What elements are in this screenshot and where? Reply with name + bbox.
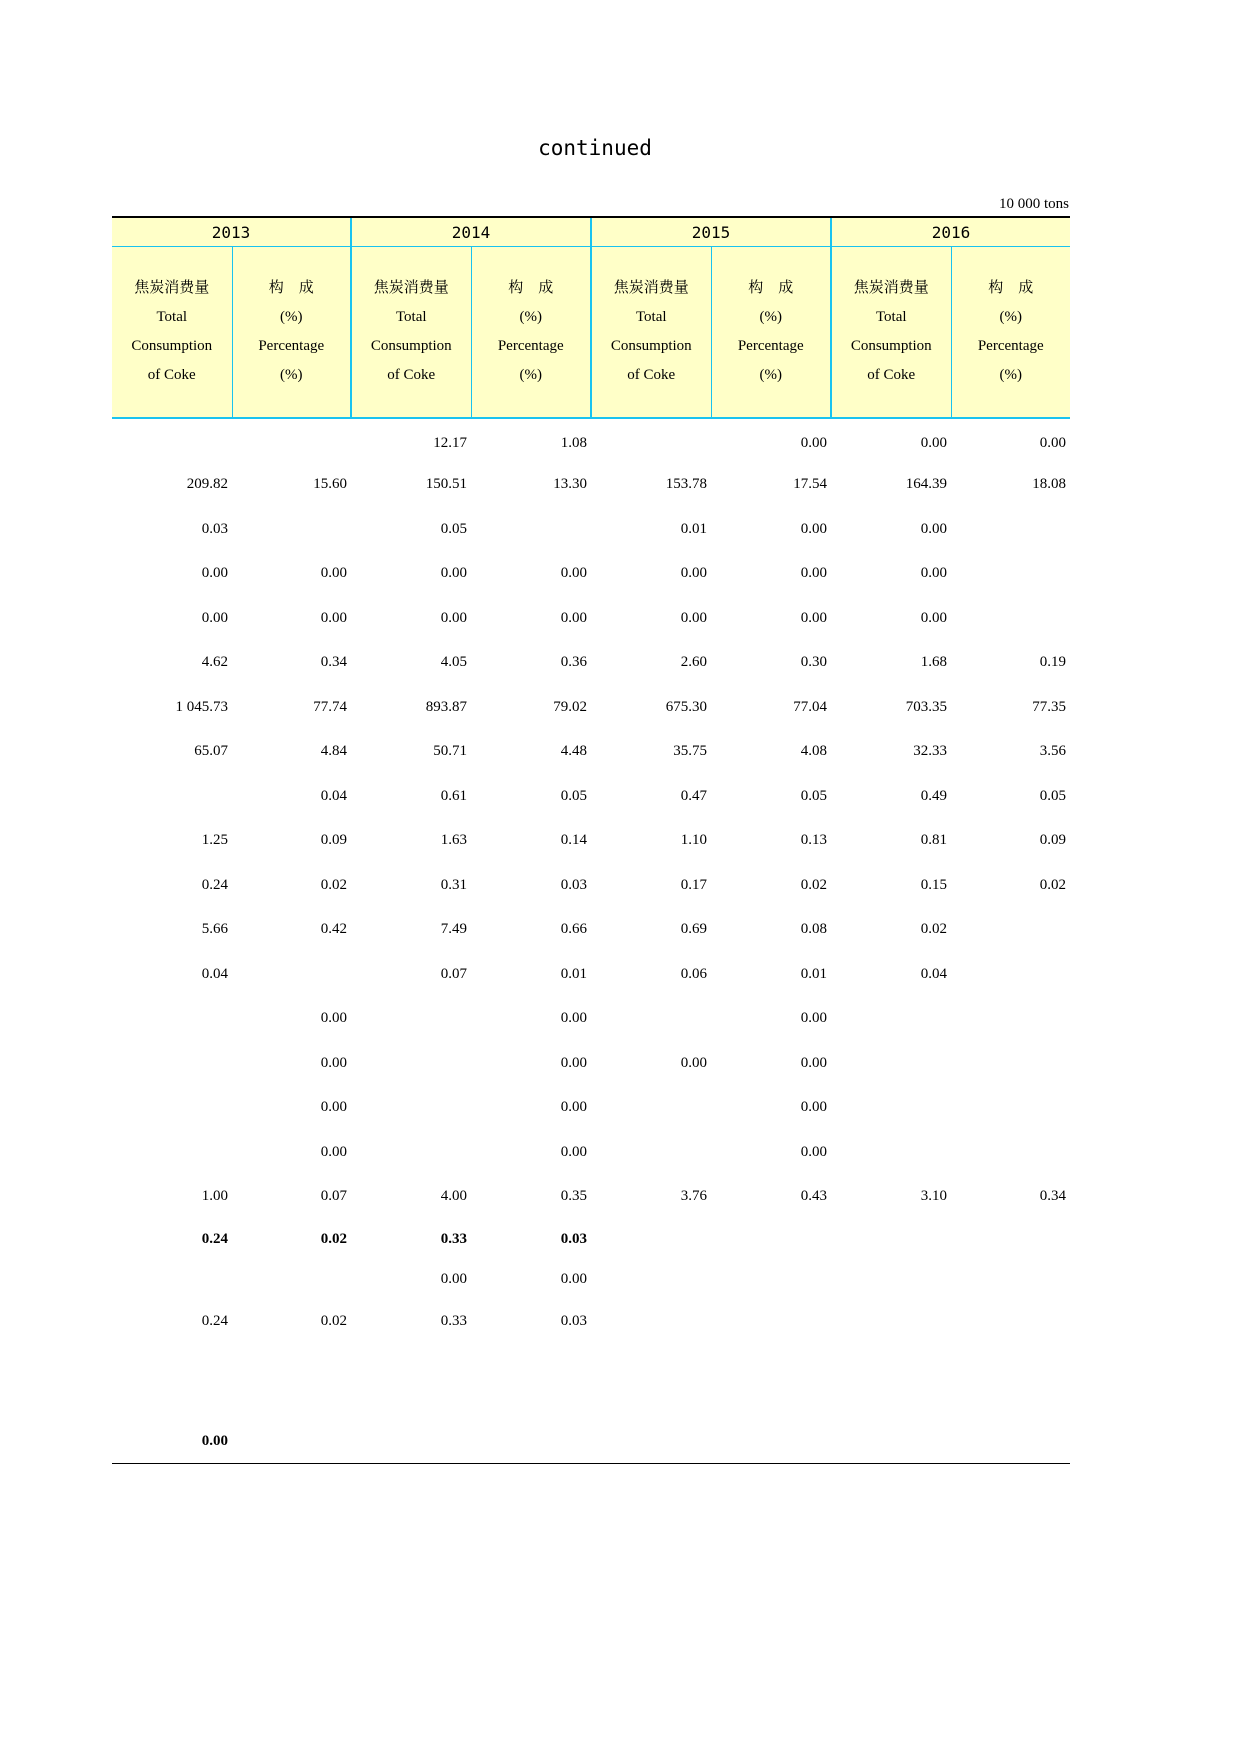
column-header-row	[112, 247, 1070, 419]
table-cell: 0.00	[800, 609, 827, 626]
table-cell: 0.01	[800, 965, 827, 982]
table-cell: 0.33	[440, 1312, 467, 1329]
table-row	[112, 774, 1070, 819]
table-cell: 77.74	[313, 698, 347, 715]
table-cell	[951, 552, 1070, 597]
table-cell	[711, 1299, 831, 1344]
table-cell: 0.07	[320, 1188, 347, 1205]
table-cell: 0.00	[920, 565, 947, 582]
table-cell: 0.03	[560, 1230, 587, 1247]
table-cell: 164.39	[905, 476, 947, 493]
table-cell	[831, 1219, 951, 1259]
total-consumption-header: 焦炭消费量 Total Consumption of Coke	[351, 247, 471, 419]
table-cell: 0.00	[800, 435, 827, 452]
table-cell	[471, 507, 591, 552]
table-cell	[471, 1420, 591, 1464]
table-row	[112, 1344, 1070, 1420]
table-cell: 0.00	[440, 1270, 467, 1287]
table-cell	[351, 997, 471, 1042]
table-cell	[232, 418, 351, 463]
table-cell	[831, 1344, 951, 1420]
table-cell	[831, 997, 951, 1042]
table-cell	[232, 507, 351, 552]
table-cell: 4.62	[201, 654, 228, 671]
table-cell: 0.34	[1039, 1188, 1066, 1205]
table-cell: 0.15	[920, 876, 947, 893]
table-cell: 0.02	[1039, 876, 1066, 893]
table-cell: 0.09	[320, 832, 347, 849]
table-cell: 4.05	[440, 654, 467, 671]
table-cell: 0.00	[320, 1054, 347, 1071]
table-cell	[351, 1130, 471, 1175]
table-cell: 0.00	[560, 1270, 587, 1287]
table-cell	[471, 1344, 591, 1420]
table-row	[112, 596, 1070, 641]
table-cell	[711, 1219, 831, 1259]
table-cell: 3.76	[680, 1188, 707, 1205]
table-cell: 0.81	[920, 832, 947, 849]
table-cell	[112, 1344, 232, 1420]
table-cell	[112, 1130, 232, 1175]
table-cell: 3.10	[920, 1188, 947, 1205]
table-cell	[112, 418, 232, 463]
table-cell: 65.07	[194, 743, 228, 760]
table-cell: 5.66	[201, 921, 228, 938]
table-cell: 0.05	[560, 787, 587, 804]
table-cell: 0.00	[440, 565, 467, 582]
table-cell: 2.60	[680, 654, 707, 671]
table-row	[112, 552, 1070, 597]
table-row	[112, 1219, 1070, 1259]
table-cell: 0.00	[800, 1054, 827, 1071]
table-row	[112, 1086, 1070, 1131]
table-cell: 0.00	[320, 1143, 347, 1160]
table-cell: 0.00	[560, 1010, 587, 1027]
table-cell: 0.00	[201, 609, 228, 626]
table-cell: 0.00	[320, 1099, 347, 1116]
table-cell	[232, 1344, 351, 1420]
year-header: 2015	[591, 217, 831, 247]
table-cell: 0.42	[320, 921, 347, 938]
table-cell: 32.33	[913, 743, 947, 760]
table-row	[112, 997, 1070, 1042]
table-cell: 0.24	[201, 1230, 228, 1247]
table-cell: 50.71	[433, 743, 467, 760]
table-cell: 0.00	[680, 1054, 707, 1071]
table-cell	[591, 1130, 711, 1175]
table-cell: 7.49	[440, 921, 467, 938]
table-row	[112, 1259, 1070, 1299]
table-cell	[831, 1420, 951, 1464]
table-cell: 0.00	[800, 1010, 827, 1027]
table-cell: 0.00	[112, 1420, 232, 1464]
total-consumption-header: 焦炭消费量 Total Consumption of Coke	[112, 247, 232, 419]
table-cell	[351, 1086, 471, 1131]
table-cell: 0.02	[320, 1230, 347, 1247]
table-cell: 0.17	[680, 876, 707, 893]
table-cell: 0.00	[320, 565, 347, 582]
table-cell: 0.30	[800, 654, 827, 671]
table-cell: 0.14	[560, 832, 587, 849]
table-cell: 1.08	[560, 435, 587, 452]
table-cell	[591, 1259, 711, 1299]
table-cell: 0.04	[920, 965, 947, 982]
table-cell: 0.03	[560, 876, 587, 893]
table-cell: 0.00	[560, 565, 587, 582]
table-cell: 0.33	[440, 1230, 467, 1247]
table-cell	[951, 596, 1070, 641]
table-cell: 0.00	[1039, 435, 1066, 452]
unit-label: 10 000 tons	[998, 196, 1069, 212]
table-cell	[591, 1086, 711, 1131]
table-cell: 0.00	[680, 565, 707, 582]
table-cell	[831, 1130, 951, 1175]
table-cell: 0.24	[201, 1312, 228, 1329]
table-row	[112, 1175, 1070, 1220]
year-header-row	[112, 217, 1070, 247]
table-cell	[951, 997, 1070, 1042]
table-cell	[951, 1086, 1070, 1131]
table-cell: 1.00	[201, 1188, 228, 1205]
table-row	[112, 507, 1070, 552]
table-cell	[951, 507, 1070, 552]
table-cell: 15.60	[313, 476, 347, 493]
table-cell: 209.82	[186, 476, 228, 493]
table-cell	[232, 1259, 351, 1299]
table-cell: 79.02	[553, 698, 587, 715]
table-cell: 0.00	[800, 1099, 827, 1116]
table-cell	[831, 1086, 951, 1131]
table-cell: 0.00	[920, 609, 947, 626]
table-cell: 0.34	[320, 654, 347, 671]
table-cell: 0.35	[560, 1188, 587, 1205]
table-cell: 0.00	[201, 565, 228, 582]
table-cell: 4.08	[800, 743, 827, 760]
table-cell: 0.04	[201, 965, 228, 982]
table-cell	[112, 1086, 232, 1131]
table-cell	[112, 1041, 232, 1086]
table-cell	[591, 1219, 711, 1259]
table-cell	[232, 952, 351, 997]
table-cell: 0.00	[920, 435, 947, 452]
table-row	[112, 641, 1070, 686]
table-cell: 0.04	[320, 787, 347, 804]
table-cell: 0.00	[800, 520, 827, 537]
table-cell: 13.30	[553, 476, 587, 493]
table-cell: 12.17	[433, 435, 467, 452]
percentage-header: 构 成 (%) Percentage (%)	[232, 247, 351, 419]
table-cell	[591, 418, 711, 463]
table-cell: 0.06	[680, 965, 707, 982]
table-cell: 0.61	[440, 787, 467, 804]
table-cell: 0.09	[1039, 832, 1066, 849]
total-consumption-header: 焦炭消费量 Total Consumption of Coke	[831, 247, 951, 419]
table-cell	[711, 1420, 831, 1464]
table-cell: 0.02	[920, 921, 947, 938]
table-cell: 0.00	[800, 1143, 827, 1160]
table-cell: 675.30	[665, 698, 707, 715]
percentage-header: 构 成 (%) Percentage (%)	[471, 247, 591, 419]
table-cell	[232, 1420, 351, 1464]
table-cell: 77.04	[793, 698, 827, 715]
table-cell: 0.69	[680, 921, 707, 938]
table-cell: 0.05	[440, 520, 467, 537]
table-cell	[831, 1041, 951, 1086]
table-row	[112, 418, 1070, 463]
table-cell	[351, 1041, 471, 1086]
table-cell	[951, 1344, 1070, 1420]
percentage-header: 构 成 (%) Percentage (%)	[951, 247, 1070, 419]
table-cell: 150.51	[425, 476, 467, 493]
total-consumption-header: 焦炭消费量 Total Consumption of Coke	[591, 247, 711, 419]
table-cell	[951, 1259, 1070, 1299]
table-cell: 0.00	[320, 1010, 347, 1027]
table-row	[112, 730, 1070, 775]
table-cell: 3.56	[1039, 743, 1066, 760]
table-cell: 0.02	[320, 1312, 347, 1329]
table-cell	[831, 1259, 951, 1299]
table-row	[112, 1041, 1070, 1086]
table-cell	[951, 908, 1070, 953]
table-cell: 0.05	[800, 787, 827, 804]
table-cell	[112, 774, 232, 819]
table-cell: 0.24	[201, 876, 228, 893]
table-cell	[951, 952, 1070, 997]
table-cell: 18.08	[1032, 476, 1066, 493]
table-cell: 0.00	[800, 565, 827, 582]
table-row	[112, 685, 1070, 730]
table-cell: 893.87	[425, 698, 467, 715]
table-cell: 0.43	[800, 1188, 827, 1205]
table-cell	[591, 1344, 711, 1420]
table-cell	[951, 1420, 1070, 1464]
table-cell	[591, 1420, 711, 1464]
table-cell	[711, 1344, 831, 1420]
year-header: 2016	[831, 217, 1070, 247]
table-row	[112, 1130, 1070, 1175]
table-cell: 4.84	[320, 743, 347, 760]
table-cell: 0.05	[1039, 787, 1066, 804]
table-cell: 0.03	[560, 1312, 587, 1329]
table-cell	[951, 1041, 1070, 1086]
table-row	[112, 1420, 1070, 1464]
coke-consumption-table	[112, 216, 1070, 1464]
table-cell: 703.35	[905, 698, 947, 715]
table-cell: 0.00	[560, 609, 587, 626]
table-cell: 0.08	[800, 921, 827, 938]
year-header: 2014	[351, 217, 591, 247]
table-row	[112, 863, 1070, 908]
table-cell	[591, 1299, 711, 1344]
table-cell	[112, 997, 232, 1042]
table-cell: 4.48	[560, 743, 587, 760]
table-cell: 0.00	[560, 1143, 587, 1160]
table-cell: 0.31	[440, 876, 467, 893]
table-cell	[591, 997, 711, 1042]
table-cell: 0.02	[320, 876, 347, 893]
table-cell: 17.54	[793, 476, 827, 493]
table-cell: 0.01	[680, 520, 707, 537]
table-cell: 1.68	[920, 654, 947, 671]
table-cell: 1.25	[201, 832, 228, 849]
table-cell: 35.75	[673, 743, 707, 760]
table-cell: 1.10	[680, 832, 707, 849]
table-cell: 0.00	[920, 520, 947, 537]
page-title: continued	[538, 136, 652, 160]
table-cell: 0.01	[560, 965, 587, 982]
table-cell: 0.02	[800, 876, 827, 893]
table-cell: 1.63	[440, 832, 467, 849]
table-cell	[951, 1299, 1070, 1344]
table-cell: 4.00	[440, 1188, 467, 1205]
table-cell: 0.47	[680, 787, 707, 804]
table-cell: 0.00	[560, 1054, 587, 1071]
table-cell: 0.07	[440, 965, 467, 982]
table-cell	[831, 1299, 951, 1344]
table-cell: 0.66	[560, 921, 587, 938]
year-header: 2013	[112, 217, 351, 247]
table-row	[112, 819, 1070, 864]
table-row	[112, 952, 1070, 997]
table-cell: 77.35	[1032, 698, 1066, 715]
table-row	[112, 1299, 1070, 1344]
table-row	[112, 463, 1070, 508]
table-cell	[351, 1344, 471, 1420]
table-cell: 153.78	[665, 476, 707, 493]
percentage-header: 构 成 (%) Percentage (%)	[711, 247, 831, 419]
table-cell: 0.00	[440, 609, 467, 626]
table-cell	[351, 1420, 471, 1464]
table-cell: 0.36	[560, 654, 587, 671]
table-row	[112, 908, 1070, 953]
table-cell	[112, 1259, 232, 1299]
table-cell: 0.00	[680, 609, 707, 626]
table-cell: 0.19	[1039, 654, 1066, 671]
table-cell: 1 045.73	[175, 698, 228, 715]
table-cell: 0.00	[320, 609, 347, 626]
table-cell: 0.13	[800, 832, 827, 849]
table-cell: 0.49	[920, 787, 947, 804]
table-cell	[951, 1130, 1070, 1175]
table-cell: 0.00	[560, 1099, 587, 1116]
table-cell	[711, 1259, 831, 1299]
table-cell	[951, 1219, 1070, 1259]
table-body	[112, 418, 1070, 1464]
table-cell: 0.03	[201, 520, 228, 537]
